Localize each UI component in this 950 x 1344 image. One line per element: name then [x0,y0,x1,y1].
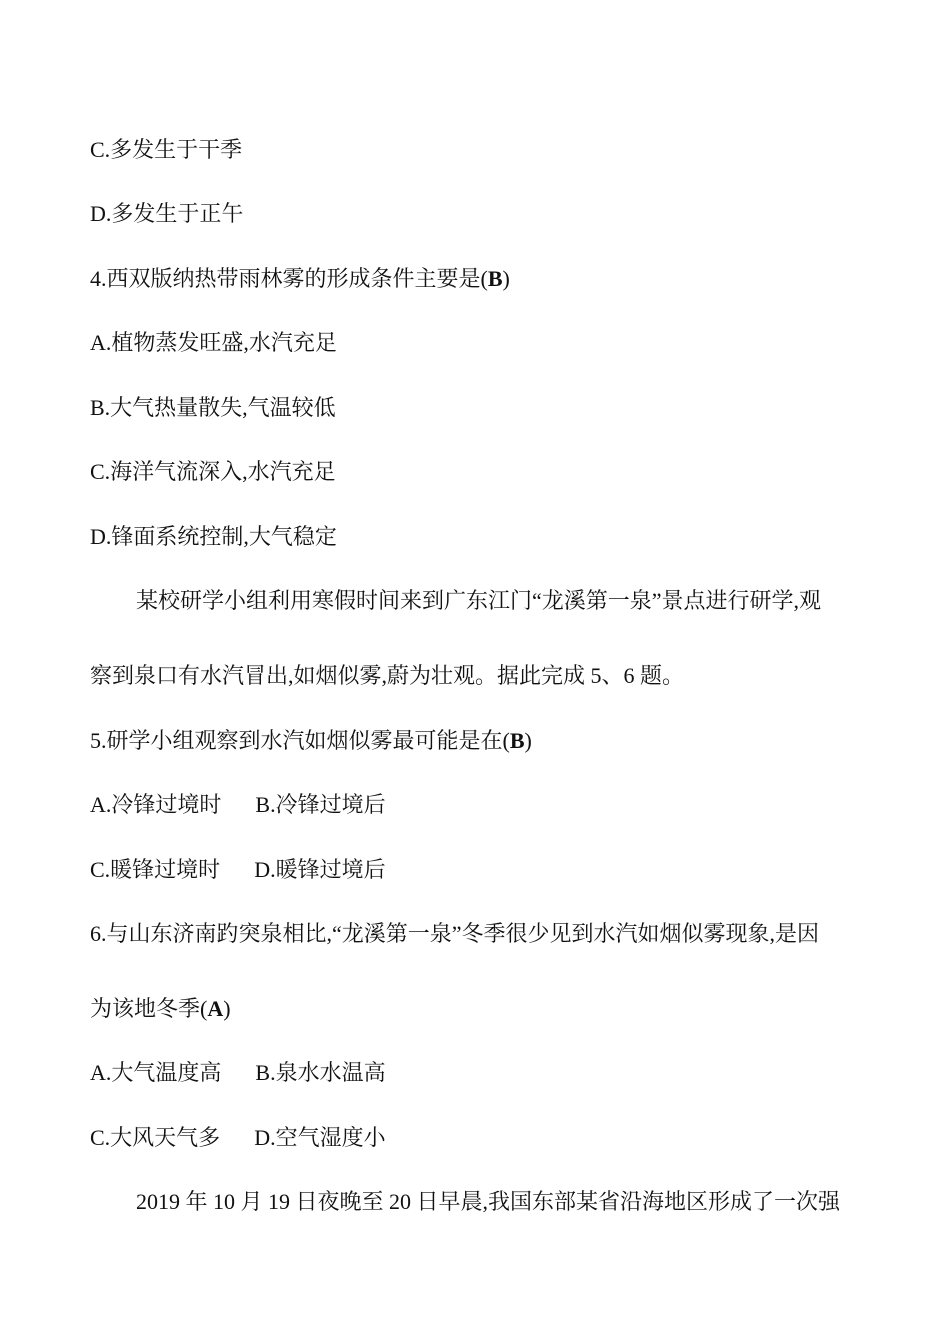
q5-close: ) [524,728,532,753]
q5-answer: B [509,728,525,753]
q6-options-cd [90,1124,860,1152]
passage1-line1: 某校研学小组利用寒假时间来到广东江门“龙溪第一泉”景点进行研学,观 [136,588,822,613]
q4-option-a: A.植物蒸发旺盛,水汽充足 [90,330,337,355]
q4-stem [90,265,860,293]
q5-option-d: D.暖锋过境后 [254,857,386,882]
q6-option-d: D.空气湿度小 [254,1125,386,1150]
q6-stem-line1: 6.与山东济南趵突泉相比,“龙溪第一泉”冬季很少见到水汽如烟似雾现象,是因 [90,921,820,946]
q6-stem-text: 为该地冬季( [90,996,208,1021]
q5-option-c: C.暖锋过境时 [90,857,221,882]
q4-option-d: D.锋面系统控制,大气稳定 [90,524,337,549]
q6-options-ab [90,1059,860,1087]
q5-options-cd [90,856,860,884]
q5-options-ab [90,791,860,819]
q6-option-c: C.大风天气多 [90,1125,221,1150]
q6-option-b: B.泉水水温高 [255,1060,386,1085]
q3-option-d: D.多发生于正午 [90,201,244,226]
passage1-line2: 察到泉口有水汽冒出,如烟似雾,蔚为壮观。据此完成 5、6 题。 [90,663,685,688]
q5-option-b: B.冷锋过境后 [255,792,386,817]
q5-option-a: A.冷锋过境时 [90,792,222,817]
q4-option-b: B.大气热量散失,气温较低 [90,395,336,420]
q6-close: ) [223,996,231,1021]
q6-option-a: A.大气温度高 [90,1060,222,1085]
q6-answer: A [207,996,224,1021]
q5-stem-text: 5.研学小组观察到水汽如烟似雾最可能是在( [90,728,510,753]
q3-option-c: C.多发生于干季 [90,137,243,162]
q4-close: ) [502,266,510,291]
passage2-line1: 2019 年 10 月 19 日夜晚至 20 日早晨,我国东部某省沿海地区形成了一次强 [136,1189,841,1214]
q4-stem-text: 4.西双版纳热带雨林雾的形成条件主要是( [90,266,488,291]
q6-stem-line2 [90,995,860,1023]
q4-option-c: C.海洋气流深入,水汽充足 [90,459,336,484]
q4-answer: B [487,266,503,291]
q5-stem [90,727,860,755]
